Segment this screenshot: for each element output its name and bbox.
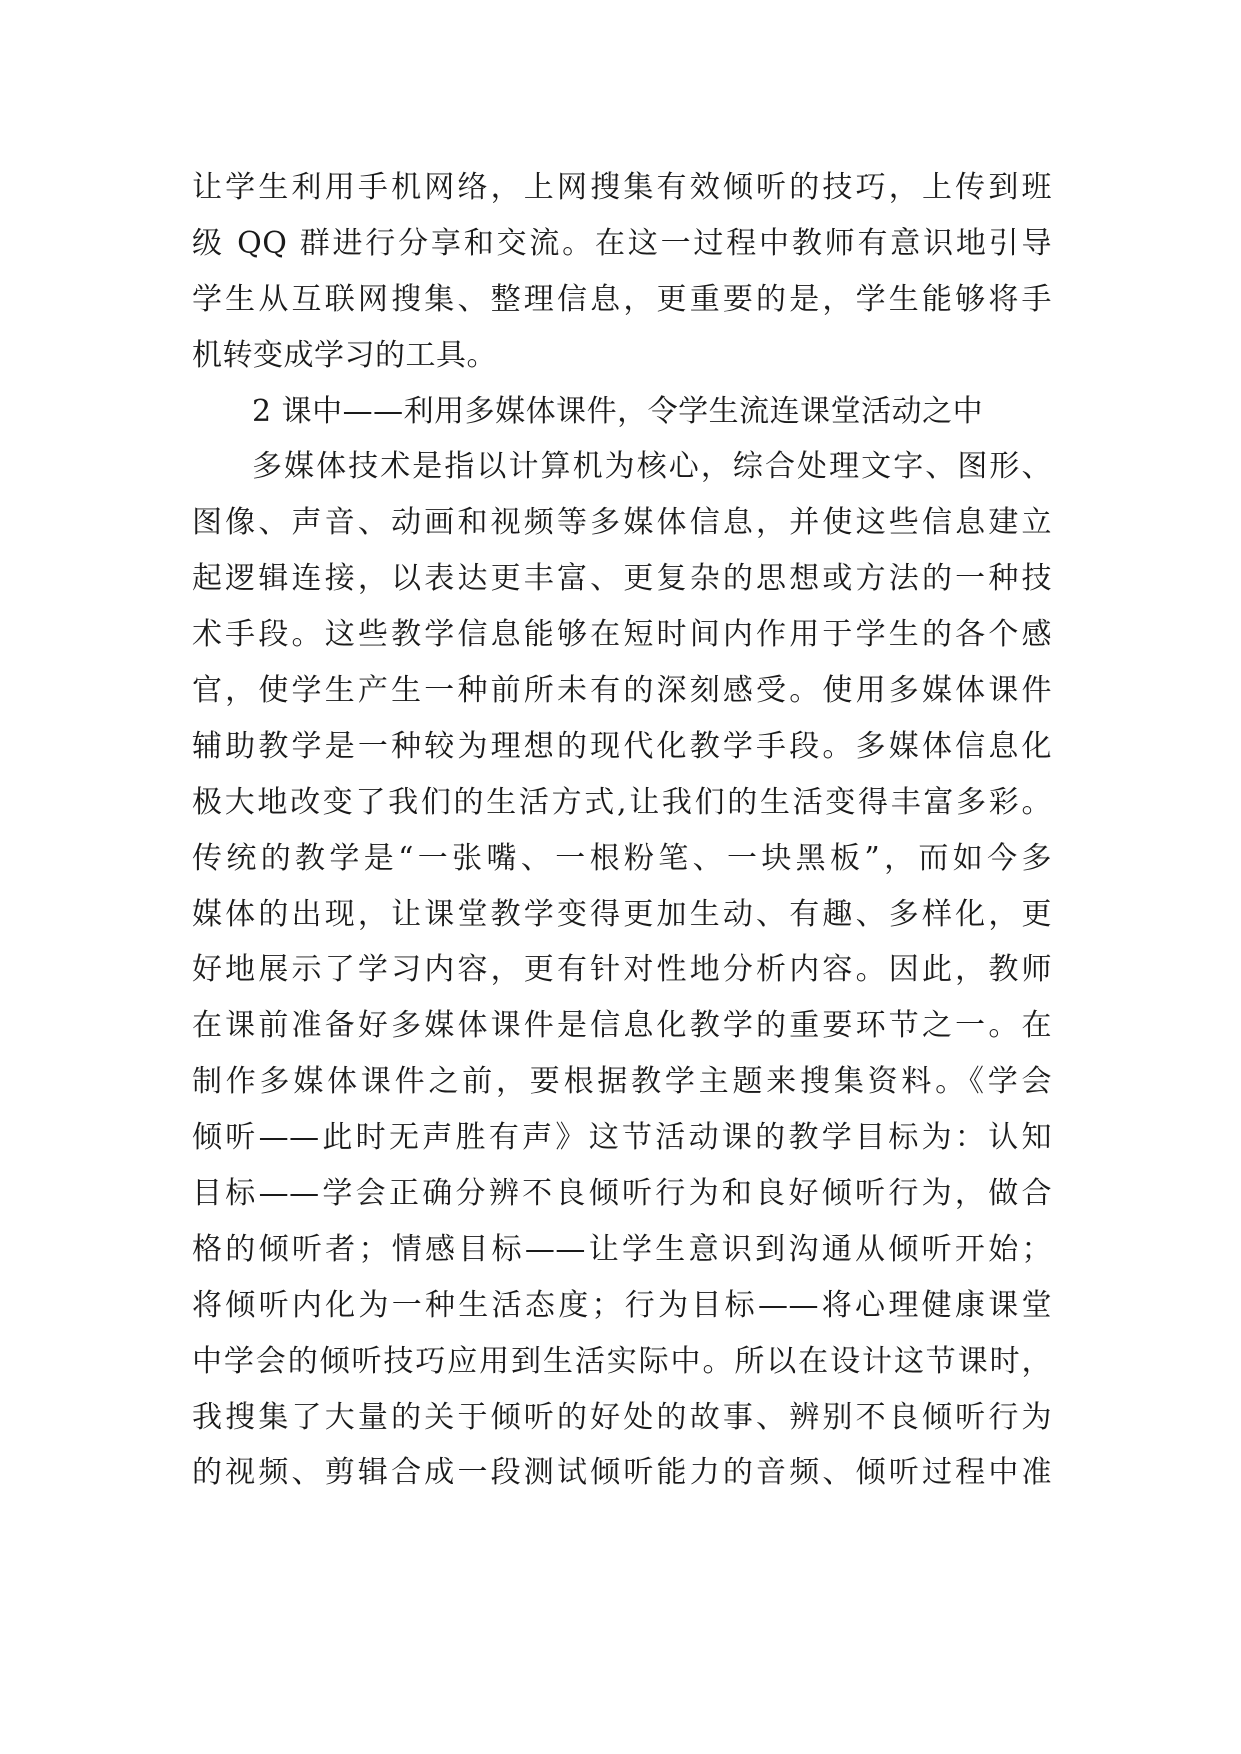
section-heading: 2 课中——利用多媒体课件，令学生流连课堂活动之中	[252, 393, 984, 429]
paragraph-line: 术手段。这些教学信息能够在短时间内作用于学生的各个感	[192, 617, 1052, 653]
paragraph-line: 官，使学生产生一种前所未有的深刻感受。使用多媒体课件	[192, 673, 1052, 709]
document-body	[192, 160, 1052, 1501]
paragraph-line: 格的倾听者；情感目标——让学生意识到沟通从倾听开始；	[192, 1231, 1052, 1267]
paragraph-line: 级 QQ 群进行分享和交流。在这一过程中教师有意识地引导	[192, 225, 1052, 261]
paragraph-line: 让学生利用手机网络，上网搜集有效倾听的技巧，上传到班	[192, 170, 1052, 205]
paragraph-line: 传统的教学是“一张嘴、一根粉笔、一块黑板”，而如今多	[192, 840, 1052, 876]
paragraph-line: 制作多媒体课件之前，要根据教学主题来搜集资料。《学会	[192, 1064, 1052, 1100]
paragraph-line: 中学会的倾听技巧应用到生活实际中。所以在设计这节课时，	[192, 1343, 1052, 1379]
paragraph-line: 在课前准备好多媒体课件是信息化教学的重要环节之一。在	[192, 1008, 1052, 1044]
paragraph-line: 好地展示了学习内容，更有针对性地分析内容。因此，教师	[192, 952, 1052, 988]
paragraph-line: 倾听——此时无声胜有声》这节活动课的教学目标为：认知	[192, 1120, 1052, 1156]
paragraph-line: 多媒体技术是指以计算机为核心，综合处理文字、图形、	[252, 449, 1052, 485]
paragraph-line: 将倾听内化为一种生活态度；行为目标——将心理健康课堂	[192, 1287, 1052, 1323]
paragraph-line: 辅助教学是一种较为理想的现代化教学手段。多媒体信息化	[192, 728, 1052, 764]
paragraph-line: 的视频、剪辑合成一段测试倾听能力的音频、倾听过程中准	[192, 1455, 1052, 1491]
paragraph-line: 起逻辑连接，以表达更丰富、更复杂的思想或方法的一种技	[192, 561, 1052, 597]
paragraph-line: 极大地改变了我们的生活方式,让我们的生活变得丰富多彩。	[192, 784, 1052, 820]
paragraph-line: 我搜集了大量的关于倾听的好处的故事、辨别不良倾听行为	[192, 1399, 1052, 1435]
paragraph-line: 图像、声音、动画和视频等多媒体信息，并使这些信息建立	[192, 505, 1052, 541]
paragraph-line: 目标——学会正确分辨不良倾听行为和良好倾听行为，做合	[192, 1176, 1052, 1212]
paragraph-line: 学生从互联网搜集、整理信息，更重要的是，学生能够将手	[192, 281, 1052, 317]
paragraph-line: 机转变成学习的工具。	[192, 337, 497, 373]
paragraph-line: 媒体的出现，让课堂教学变得更加生动、有趣、多样化，更	[192, 896, 1052, 932]
